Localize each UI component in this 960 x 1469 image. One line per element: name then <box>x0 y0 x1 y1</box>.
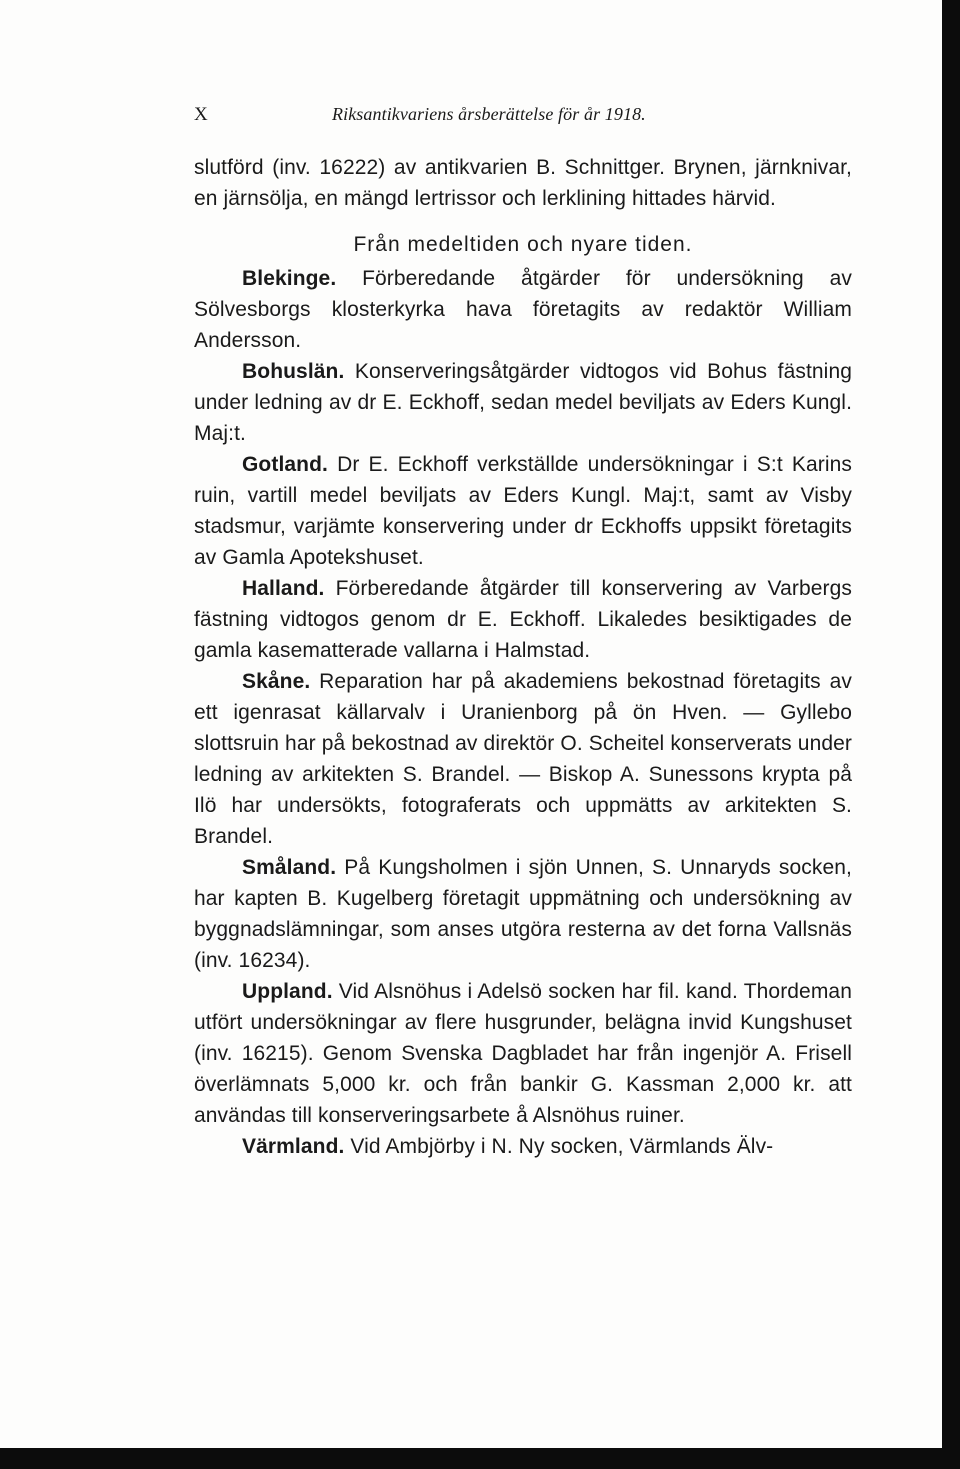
entry-uppland <box>194 976 852 1131</box>
entry-bohuslan <box>194 356 852 449</box>
entry-text: Konserveringsåtgärder vidtogos vid Bohus fästning under ledning av dr E. Eckhoff, sedan medel beviljats av Eders Kungl. Maj:t. <box>194 360 852 445</box>
region-name: Uppland. <box>242 980 333 1003</box>
region-name: Bohuslän. <box>242 360 345 383</box>
scan-border-bottom <box>0 1448 960 1469</box>
running-title: Riksantikvariens årsberättelse för år 1918. <box>332 104 646 124</box>
intro-paragraph: slutförd (inv. 16222) av antikvarien B. Schnittger. Brynen, järnknivar, en järnsölja, en mängd lertrissor och lerklining hittades härvid. <box>194 156 852 210</box>
entry-text: På Kungsholmen i sjön Unnen, S. Unnaryds socken, har kapten B. Kugelberg företagit uppmätning och undersökning av byggnadslämningar, som anses utgöra resterna av det forna Vallsnäs (inv. 16234). <box>194 856 852 972</box>
page-header <box>194 104 852 138</box>
entry-text: Vid Alsnöhus i Adelsö socken har fil. kand. Thordeman utfört undersökningar av flere husgrunder, belägna invid Kungshuset (inv. 16215). Genom Svenska Dagbladet har från ingenjör A. Frisell överlämnats 5,000 kr. och från bankir G. Kassman 2,000 kr. att användas till konserveringsarbete å Alsnöhus ruiner. <box>194 980 852 1127</box>
entry-text: Reparation har på akademiens bekostnad företagits av ett igenrasat källarvalv i Uranienborg på ön Hven. — Gyllebo slottsruin har på bekostnad av direktör O. Scheitel konserverats under ledning av arkitekten S. Brandel. — Biskop A. Sunessons krypta på Ilö har undersökts, fotograferats och uppmätts av arkitekten S. Brandel. <box>194 670 852 848</box>
page-number: X <box>194 104 208 125</box>
region-name: Skåne. <box>242 670 311 693</box>
entry-text: Förberedande åtgärder för undersökning av Sölvesborgs klosterkyrka hava företagits av redaktör William Andersson. <box>194 267 852 352</box>
page-text-block <box>194 104 852 1162</box>
entry-skane <box>194 666 852 852</box>
entry-smaland <box>194 852 852 976</box>
scan-border-right <box>942 0 960 1469</box>
entry-blekinge <box>194 263 852 356</box>
entry-text: Dr E. Eckhoff verkställde undersökningar i S:t Karins ruin, vartill medel beviljats av Eders Kungl. Maj:t, samt av Visby stadsmur, varjämte konservering under dr Eckhoffs uppsikt företagits av Gamla Apotekshuset. <box>194 453 852 569</box>
region-name: Värmland. <box>242 1135 345 1158</box>
entry-varmland <box>194 1131 852 1162</box>
entry-text: Förberedande åtgärder till konservering av Varbergs fästning vidtogos genom dr E. Eckhoff. Likaledes besiktigades de gamla kasematterade vallarna i Halmstad. <box>194 577 852 662</box>
region-name: Småland. <box>242 856 337 879</box>
region-name: Halland. <box>242 577 325 600</box>
entry-halland <box>194 573 852 666</box>
region-name: Blekinge. <box>242 267 337 290</box>
entry-gotland <box>194 449 852 573</box>
section-heading: Från medeltiden och nyare tiden. <box>353 233 693 256</box>
region-name: Gotland. <box>242 453 328 476</box>
entry-text: Vid Ambjörby i N. Ny socken, Värmlands Älv- <box>344 1135 774 1158</box>
